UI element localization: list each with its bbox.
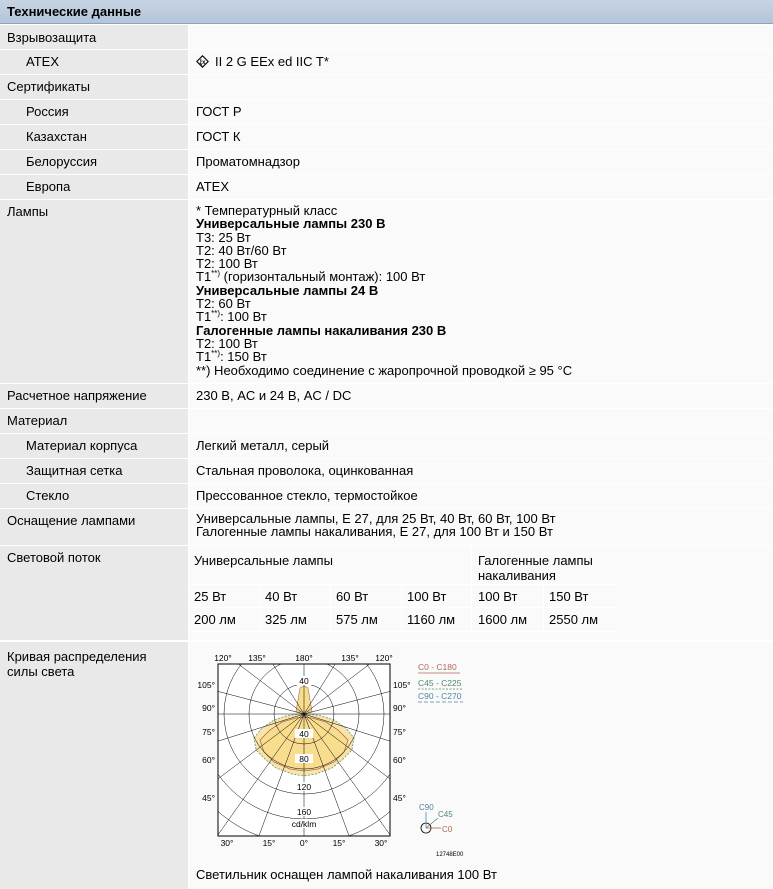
legend-c45-c225: C45 - C225 xyxy=(418,678,462,688)
row-divider xyxy=(0,124,773,125)
legend-c90-c270: C90 - C270 xyxy=(418,691,462,701)
value-glass: Прессованное стекло, термостойкое xyxy=(196,488,418,503)
lamps-text: T1 xyxy=(196,349,212,365)
row-divider xyxy=(0,149,773,150)
footnote-mark: **) xyxy=(211,349,221,359)
flux-lumen-cell: 1600 лм xyxy=(478,612,528,627)
angle-label: 15° xyxy=(332,838,346,848)
radial-label: 80 xyxy=(299,754,309,764)
value-kazakhstan: ГОСТ К xyxy=(196,129,241,144)
label-luminous-flux: Световой поток xyxy=(7,550,101,565)
equipment-line: Универсальные лампы, E 27, для 25 Вт, 40 Вт, 60 Вт, 100 Вт xyxy=(196,511,556,526)
label-material: Материал xyxy=(7,413,68,428)
angle-label: 15° xyxy=(262,838,276,848)
label-lamps: Лампы xyxy=(7,204,49,219)
row-divider xyxy=(0,640,773,642)
flux-watt-cell: 25 Вт xyxy=(194,589,227,604)
legend-c0-c180: C0 - C180 xyxy=(418,662,457,672)
angle-label: 105° xyxy=(393,680,411,690)
angle-label: 90° xyxy=(202,703,215,713)
flux-watt-cell: 60 Вт xyxy=(336,589,369,604)
angle-label: 135° xyxy=(341,653,359,663)
angle-label: 120° xyxy=(214,653,232,663)
angle-label: 60° xyxy=(202,755,215,765)
angle-label: 90° xyxy=(393,703,406,713)
lamps-heading: Галогенные лампы накаливания 230 В xyxy=(196,322,447,338)
flux-group-halogen xyxy=(478,553,593,583)
section-title: Технические данные xyxy=(7,4,142,19)
lamps-text: : 150 Вт xyxy=(220,349,267,365)
row-divider xyxy=(0,74,773,75)
angle-label: 75° xyxy=(202,727,215,737)
footnote-mark: **) xyxy=(211,309,221,319)
table-divider xyxy=(189,607,615,608)
angle-label: 120° xyxy=(375,653,393,663)
value-russia: ГОСТ Р xyxy=(196,104,242,119)
label-curve-line1: Кривая распределения xyxy=(7,649,147,664)
mini-c45-label: C45 xyxy=(438,810,453,819)
column-divider xyxy=(543,584,544,631)
row-divider xyxy=(0,483,773,484)
label-belarus: Белоруссия xyxy=(26,154,98,169)
row-divider xyxy=(0,99,773,100)
curve-caption: Светильник оснащен лампой накаливания 100 Вт xyxy=(196,867,497,882)
curve-legend xyxy=(418,662,463,702)
flux-group-halogen-line1: Галогенные лампы xyxy=(478,553,593,568)
row-divider xyxy=(0,174,773,175)
angle-label: 135° xyxy=(248,653,266,663)
lamps-heading: Универсальные лампы 230 В xyxy=(196,216,386,232)
lamps-line xyxy=(196,350,572,363)
flux-lumen-cell: 1160 лм xyxy=(407,612,456,627)
lamps-heading: Универсальные лампы 24 В xyxy=(196,282,379,298)
column-divider xyxy=(401,584,402,631)
angle-label: 105° xyxy=(197,680,215,690)
lamps-text: T1 xyxy=(196,309,212,325)
label-curve-line2: силы света xyxy=(7,664,75,679)
flux-lumen-cell: 200 лм xyxy=(194,612,236,627)
lamps-line: T3: 25 Вт xyxy=(196,229,251,245)
label-russia: Россия xyxy=(26,104,69,119)
angle-label: 0° xyxy=(299,838,309,848)
value-housing: Легкий металл, серый xyxy=(196,438,330,453)
row-divider xyxy=(0,458,773,459)
radial-label: 120 xyxy=(296,782,312,792)
atex-code: II 2 G EEx ed IIC T* xyxy=(215,54,329,69)
table-divider xyxy=(189,631,615,632)
angle-label: 75° xyxy=(393,727,406,737)
label-voltage: Расчетное напряжение xyxy=(7,388,147,403)
mini-c0-label: C0 xyxy=(442,825,453,834)
mini-c90-label: C90 xyxy=(419,803,434,812)
flux-lumen-cell: 2550 лм xyxy=(549,612,599,627)
table-divider xyxy=(189,584,615,585)
value-lamps xyxy=(196,204,572,377)
value-lamp-equipment xyxy=(196,512,556,539)
lamps-line: T2: 100 Вт xyxy=(196,335,258,351)
lamps-line: T2: 60 Вт xyxy=(196,296,251,312)
flux-lumen-cell: 325 лм xyxy=(265,612,307,627)
label-explosion-protection: Взрывозащита xyxy=(7,30,97,45)
label-certificates: Сертификаты xyxy=(7,79,90,94)
light-distribution-diagram xyxy=(190,650,480,860)
label-glass: Стекло xyxy=(26,488,70,503)
label-atex: ATEX xyxy=(26,54,59,69)
section-header xyxy=(0,0,773,24)
angle-label: 30° xyxy=(374,838,388,848)
row-divider xyxy=(0,508,773,509)
column-divider xyxy=(471,584,472,631)
value-voltage: 230 В, AC и 24 В, AC / DC xyxy=(196,388,352,403)
lamps-footnote: **) Необходимо соединение с жаропрочной проводкой ≥ 95 °C xyxy=(196,362,573,378)
label-guard: Защитная сетка xyxy=(26,463,123,478)
flux-watt-cell: 100 Вт xyxy=(407,589,447,604)
value-europe: ATEX xyxy=(196,179,229,194)
lamps-line: T2: 100 Вт xyxy=(196,256,258,272)
value-atex xyxy=(196,54,329,69)
row-divider xyxy=(0,383,773,384)
column-divider xyxy=(330,584,331,631)
label-housing: Материал корпуса xyxy=(26,438,138,453)
lamps-line xyxy=(196,270,572,283)
row-divider xyxy=(0,199,773,200)
row-divider xyxy=(0,545,773,546)
column-divider xyxy=(471,546,472,584)
value-belarus: Проматомнадзор xyxy=(196,154,300,169)
flux-watt-cell: 100 Вт xyxy=(478,589,518,604)
flux-group-universal: Универсальные лампы xyxy=(194,553,333,568)
label-europe: Европа xyxy=(26,179,71,194)
lamps-text: (горизонтальный монтаж): 100 Вт xyxy=(220,269,426,285)
lamps-text: T1 xyxy=(196,269,212,285)
flux-watt-cell: 150 Вт xyxy=(549,589,589,604)
row-divider xyxy=(0,408,773,409)
radial-label: 160 xyxy=(296,807,312,817)
radial-label: 40 xyxy=(299,676,309,686)
column-divider xyxy=(259,584,260,631)
unit-label: cd/klm xyxy=(291,819,317,829)
lamps-line xyxy=(196,310,572,323)
angle-label: 45° xyxy=(202,793,215,803)
row-divider xyxy=(0,433,773,434)
angle-label: 30° xyxy=(220,838,234,848)
lamps-line: T2: 40 Вт/60 Вт xyxy=(196,242,287,258)
svg-text:ξx: ξx xyxy=(199,59,206,66)
row-divider xyxy=(0,49,773,50)
radial-label: 40 xyxy=(299,729,309,739)
lamps-text: : 100 Вт xyxy=(220,309,267,325)
angle-label: 60° xyxy=(393,755,406,765)
diagram-code: 12748E00 xyxy=(436,852,464,858)
value-guard: Стальная проволока, оцинкованная xyxy=(196,463,414,478)
footnote-mark: **) xyxy=(211,269,221,279)
label-lamp-equipment: Оснащение лампами xyxy=(7,513,136,528)
label-curve xyxy=(7,649,147,679)
flux-group-halogen-line2: накаливания xyxy=(478,568,556,583)
flux-watt-cell: 40 Вт xyxy=(265,589,298,604)
lamps-line: * Температурный класс xyxy=(196,203,338,218)
angle-label: 180° xyxy=(295,653,313,663)
ex-mark-icon xyxy=(196,55,209,68)
label-kazakhstan: Казахстан xyxy=(26,129,87,144)
angle-label: 45° xyxy=(393,793,406,803)
equipment-line: Галогенные лампы накаливания, E 27, для 100 Вт и 150 Вт xyxy=(196,524,553,540)
flux-lumen-cell: 575 лм xyxy=(336,612,378,627)
c-plane-orientation-icon xyxy=(419,803,453,834)
